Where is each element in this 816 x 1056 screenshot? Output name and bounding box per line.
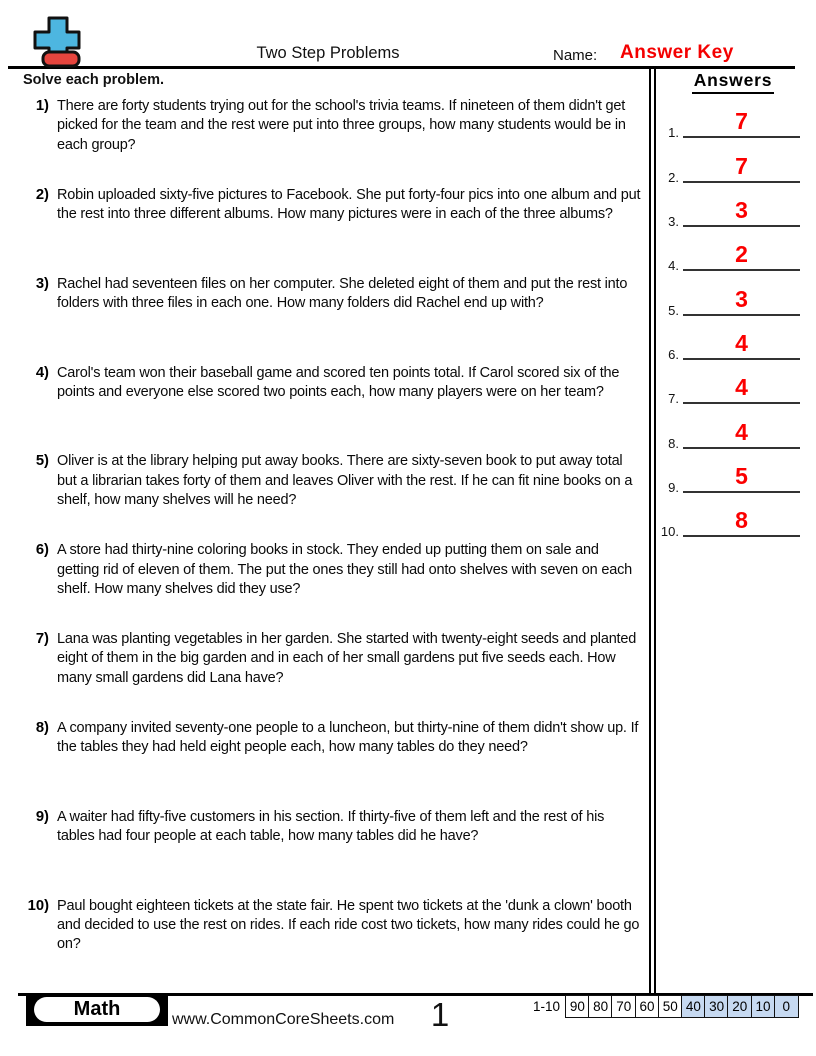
problem-number: 7) (35, 631, 49, 648)
answer-row-4 (650, 229, 816, 273)
answer-number: 6. (668, 346, 679, 362)
header-divider (8, 66, 795, 69)
problem-item-4 (0, 364, 648, 453)
problem-item-5 (0, 452, 648, 541)
answer-value: 3 (735, 285, 748, 312)
answer-value: 4 (735, 374, 748, 401)
problem-text: Carol's team won their baseball game and scored ten points total. If Carol scored six of the points and everyone else scored two points each, how many players were on her team? (57, 364, 620, 400)
answer-value: 4 (735, 329, 748, 356)
answer-number: 9. (668, 479, 679, 495)
score-cell-80: 80 (588, 995, 613, 1018)
score-cell-10: 10 (751, 995, 776, 1018)
answer-row-2 (650, 140, 816, 184)
problem-number: 6) (35, 542, 49, 559)
answer-number: 3. (668, 213, 679, 229)
problem-text: Robin uploaded sixty-five pictures to Facebook. She put forty-four pics into one album and put the rest into three different albums. How many pictures were in each of the three albums? (57, 186, 641, 223)
problem-item-8 (0, 719, 648, 808)
instructions-text: Solve each problem. (23, 72, 165, 88)
answer-number: 5. (668, 302, 679, 318)
score-cell-90: 90 (565, 995, 590, 1018)
page-number: 1 (430, 996, 450, 1033)
answer-key-text: Answer Key (620, 42, 734, 63)
problem-number: 9) (35, 808, 49, 825)
score-cell-20: 20 (727, 995, 752, 1018)
answers-heading: Answers (650, 70, 816, 94)
answer-blank-line (683, 372, 800, 404)
answer-value: 2 (735, 241, 748, 268)
worksheet-title: Two Step Problems (256, 44, 400, 62)
subject-badge (26, 993, 168, 1026)
answer-row-8 (650, 406, 816, 450)
answer-number: 7. (668, 391, 679, 407)
answer-row-9 (650, 451, 816, 495)
answer-value: 7 (735, 152, 748, 179)
website-url: www.CommonCoreSheets.com (172, 1011, 395, 1028)
answer-value: 8 (735, 507, 748, 534)
problem-item-2 (0, 186, 648, 275)
answer-number: 4. (668, 258, 679, 274)
score-cell-30: 30 (704, 995, 729, 1018)
problem-item-1 (0, 97, 648, 186)
answer-row-3 (650, 185, 816, 229)
score-grid (565, 995, 799, 1018)
problem-text: A company invited seventy-one people to a luncheon, but thirty-nine of them didn't show up. If the tables they had held eight people each, how many tables do they need? (57, 719, 639, 756)
answer-blank-line (683, 461, 800, 493)
problem-number: 4) (35, 364, 49, 381)
answer-blank-line (683, 505, 800, 537)
answer-row-6 (650, 318, 816, 362)
score-range-label: 1-10 (532, 999, 560, 1014)
name-label: Name: (553, 47, 598, 64)
answer-value: 4 (735, 418, 748, 445)
answer-number: 10. (660, 524, 679, 540)
subject-pill (34, 997, 160, 1022)
problem-text: Oliver is at the library helping put away books. There are sixty-seven book to put away total but a librarian takes forty of them and leaves Oliver with the rest. If he can fit nine books on a shelf, how many shelves will he need? (57, 453, 633, 509)
answer-value: 3 (735, 196, 748, 223)
problem-text: There are forty students trying out for the school's trivia teams. If nineteen of them didn't get picked for the team and the rest were put into three groups, how many students would be in each group? (57, 98, 626, 153)
answer-row-7 (650, 362, 816, 406)
answer-row-1 (650, 96, 816, 140)
problem-number: 8) (35, 719, 49, 736)
problem-text: Rachel had seventeen files on her computer. She deleted eight of them and put the rest into folders with three files in each one. How many folders did Rachel end up with? (57, 275, 628, 312)
problem-item-7 (0, 630, 648, 719)
subject-label: Math (73, 998, 121, 1020)
score-cell-40: 40 (681, 995, 706, 1018)
answer-value: 7 (735, 108, 748, 135)
answer-blank-line (683, 417, 800, 449)
answer-blank-line (683, 195, 800, 227)
problem-item-10 (0, 897, 648, 986)
problem-item-6 (0, 541, 648, 630)
answer-row-10 (650, 495, 816, 539)
problem-text: A waiter had fifty-five customers in his section. If thirty-five of them left and the rest of his tables had four people at each table, how many tables did he have? (57, 808, 605, 845)
problem-text: Lana was planting vegetables in her garden. She started with twenty-eight seeds and planted eight of them in the big garden and in each of her small gardens put five seeds each. How many small gardens did Lana have? (57, 631, 637, 686)
problem-number: 10) (27, 897, 49, 914)
score-cell-60: 60 (635, 995, 660, 1018)
problem-number: 5) (35, 453, 49, 470)
problem-item-9 (0, 808, 648, 897)
answer-row-5 (650, 273, 816, 317)
problem-text: Paul bought eighteen tickets at the state fair. He spent two tickets at the 'dunk a clown' booth and decided to use the rest on rides. If each ride cost two tickets, how many rides could he go on? (57, 897, 640, 953)
commoncoresheets-plus-minus-logo-icon (27, 12, 83, 68)
answer-value: 5 (735, 462, 748, 489)
score-cell-70: 70 (611, 995, 636, 1018)
problem-number: 3) (35, 275, 49, 292)
answer-blank-line (683, 239, 800, 271)
problem-number: 1) (35, 98, 49, 114)
answer-number: 8. (668, 435, 679, 451)
answer-number: 1. (668, 125, 679, 141)
answer-blank-line (683, 328, 800, 360)
answers-rows (650, 96, 816, 539)
problem-number: 2) (35, 186, 49, 203)
problem-item-3 (0, 275, 648, 364)
answer-blank-line (683, 106, 800, 138)
answer-number: 2. (668, 169, 679, 185)
problem-text: A store had thirty-nine coloring books in stock. They ended up putting them on sale and getting rid of eleven of them. The put the ones they still had onto shelves with seven on each shelf. How many shelves did they use? (57, 542, 632, 598)
answer-blank-line (683, 284, 800, 316)
answer-blank-line (683, 151, 800, 183)
problems-list (0, 97, 648, 985)
score-cell-50: 50 (658, 995, 683, 1018)
score-cell-0: 0 (774, 995, 799, 1018)
